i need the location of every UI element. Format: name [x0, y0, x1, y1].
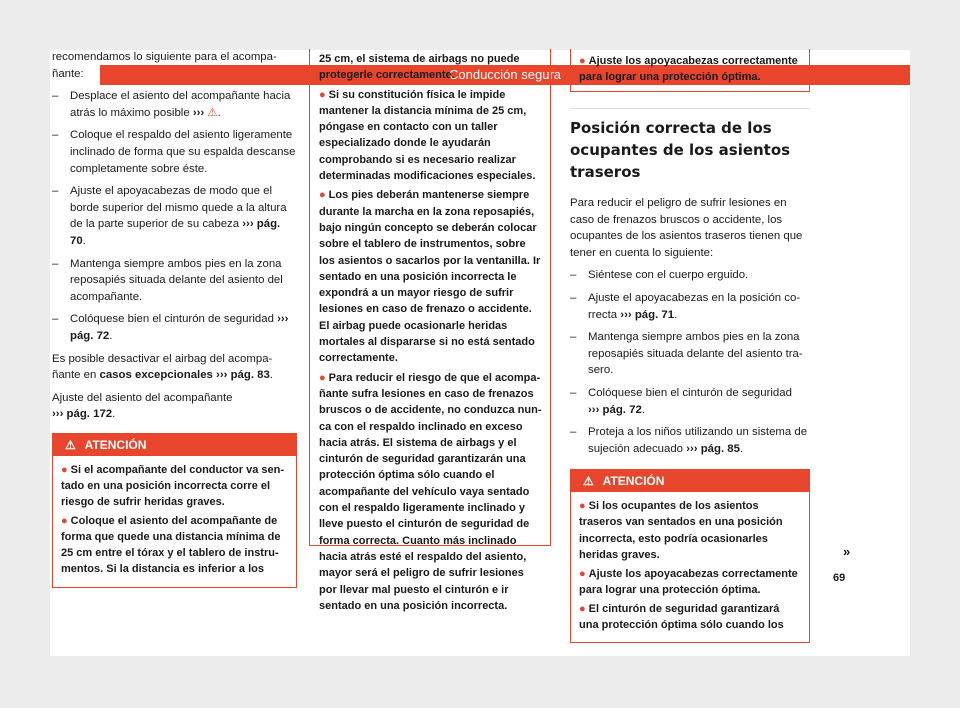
- page-reference[interactable]: ›››: [192, 106, 205, 119]
- bullet-dot-icon: ●: [579, 500, 586, 513]
- warning-box: [570, 469, 810, 643]
- list-item-text: Mantenga siempre ambos pies en la zona reposapiés situada delante del asiento trasero.: [588, 331, 803, 377]
- section-header: Conducción segura: [100, 65, 910, 85]
- list-item: [52, 183, 297, 249]
- list-item-text: Ajuste el apoyacabezas de modo que el borde superior del mismo quede a la altura de la parte superior de su cabeza: [70, 185, 287, 231]
- punctuation: .: [269, 369, 273, 382]
- dash-marker: –: [570, 269, 577, 282]
- warning-bullet: [319, 370, 542, 614]
- dash-marker: –: [52, 313, 59, 326]
- warning-text: Coloque el asiento del acompañante de forma que quede una distancia mínima de 25 cm entre el tórax y el tablero de instrumentos. Si la distancia es inferior a los: [61, 515, 281, 576]
- bullet-dot-icon: ●: [579, 567, 586, 580]
- bullet-dot-icon: ●: [579, 602, 586, 615]
- dash-marker: –: [52, 185, 59, 198]
- dash-marker: –: [52, 129, 59, 142]
- list-item-text: Proteja a los niños utilizando un sistema de sujeción adecuado: [588, 426, 808, 455]
- list-item: [570, 267, 810, 284]
- punctuation: .: [217, 106, 221, 119]
- warning-title: ATENCIÓN: [602, 474, 665, 489]
- list-item: [570, 329, 810, 379]
- intro-paragraph: Para reducir el peligro de sufrir lesiones en caso de frenazos bruscos o accidente, los ocupantes de los asientos traseros tienen que tener en cuenta lo siguiente:: [570, 197, 803, 259]
- warning-continuation-box: [309, 49, 551, 612]
- list-item-text: Colóquese bien el cinturón de seguridad: [70, 313, 274, 326]
- paragraph-text: Es posible desactivar el airbag del acompañante en: [52, 352, 273, 382]
- list-item-text: Mantenga siempre ambos pies en la zona reposapiés situada delante del asiento del acompañante.: [70, 257, 283, 303]
- list-item: [52, 256, 297, 306]
- warning-bullet: [579, 601, 801, 633]
- column-right: [570, 49, 810, 643]
- dash-marker: –: [570, 331, 577, 344]
- warning-bullet: [61, 513, 288, 577]
- list-item-text: Desplace el asiento del acompañante hacia atrás lo máximo posible: [70, 90, 291, 119]
- warning-header: [53, 434, 296, 456]
- paragraph: [52, 390, 297, 423]
- list-item-text: Ajuste el apoyacabezas en la posición correcta: [588, 291, 801, 321]
- warning-text: Para reducir el riesgo de que el acompañante sufra lesiones en caso de frenazos bruscos o de accidente, no conduzca nunca con el respaldo inclinado en exceso hacia atrás. El sistema de airbags y el cinturón de seguridad garantizarán una protección óptima sólo cuando el acompañante del vehículo vaya sentado con el respaldo ligeramente inclinado y lleve puesto el cinturón de seguridad de forma correcta. Cuanto más inclinado hacia atrás esté el respaldo del asiento, mayor será el peligro de sufrir lesiones por llevar mal puesto el cinturón e ir sentado en una posición incorrecta.: [319, 371, 542, 612]
- dash-marker: –: [52, 257, 59, 270]
- page-reference[interactable]: ››› pág. 85: [686, 442, 740, 455]
- list-item: [570, 290, 810, 323]
- paragraph-text: Ajuste del asiento del acompañante: [52, 391, 233, 404]
- warning-triangle-icon: ⚠: [583, 474, 594, 489]
- warning-bullet: [579, 498, 801, 562]
- bullet-dot-icon: ●: [319, 189, 326, 202]
- bullet-dot-icon: ●: [61, 463, 68, 476]
- warning-triangle-icon[interactable]: ⚠: [207, 106, 218, 119]
- bullet-dot-icon: ●: [61, 515, 68, 528]
- warning-text: Ajuste los apoyacabezas correctamente para lograr una protección óptima.: [579, 55, 798, 83]
- dash-marker: –: [570, 291, 577, 304]
- warning-text: Si los ocupantes de los asientos traseros van sentados en una posición incorrecta, esto podría ocasionarles heridas graves.: [579, 500, 783, 561]
- list-item-text: Siéntese con el cuerpo erguido.: [588, 269, 749, 282]
- warning-text: Ajuste los apoyacabezas correctamente para lograr una protección óptima.: [579, 567, 798, 596]
- bullet-dot-icon: ●: [319, 88, 326, 101]
- punctuation: .: [674, 308, 678, 321]
- paragraph: [52, 351, 297, 384]
- warning-title: ATENCIÓN: [84, 437, 147, 452]
- list-item: [570, 385, 810, 418]
- list-item-text: Coloque el respaldo del asiento ligeramente inclinado de forma que su espalda descanse completamente sobre éste.: [70, 129, 296, 175]
- warning-body: [571, 492, 809, 642]
- warning-bullet: [61, 462, 288, 510]
- warning-body: [53, 456, 296, 587]
- warning-text: Los pies deberán mantenerse siempre durante la marcha en la zona reposapiés, bajo ningún concepto se deberán colocar sobre el tablero de instrumentos, sobre los asientos o sacarlos por la ventanilla. Ir sentado en una posición incorrecta le expondrá a un mayor riesgo de sufrir lesiones en caso de frenazo o accidente. El airbag puede ocasionarle heridas mortales al dispararse si no está sentado correctamente.: [319, 189, 541, 365]
- list-item: [52, 88, 297, 121]
- warning-bullet: [579, 566, 801, 598]
- warning-text: Si el acompañante del conductor va sentado en una posición incorrecta corre el riesgo de sufrir heridas graves.: [61, 463, 284, 509]
- warning-header: [571, 470, 809, 492]
- list-item: [570, 424, 810, 457]
- dash-marker: –: [570, 386, 577, 399]
- page-reference[interactable]: ››› pág. 72: [588, 403, 642, 416]
- punctuation: .: [739, 442, 744, 455]
- page-reference[interactable]: casos excepcionales ››› pág. 83: [99, 369, 270, 382]
- dash-marker: –: [570, 426, 577, 439]
- warning-text: 25 cm, el sistema de airbags no puede protegerle correctamente.: [319, 53, 520, 82]
- bullet-dot-icon: ●: [579, 55, 586, 67]
- list-item-text: Colóquese bien el cinturón de seguridad: [588, 386, 792, 399]
- warning-text: Si su constitución física le impide mantener la distancia mínima de 25 cm, póngase en contacto con un taller especializado donde le ayudarán comprobando si es necesario realizar determinadas modificaciones especiales.: [319, 88, 536, 183]
- continue-arrow-icon: »: [843, 544, 851, 559]
- dash-marker: –: [52, 90, 59, 103]
- warning-triangle-icon: ⚠: [65, 437, 76, 452]
- bullet-dot-icon: ●: [319, 371, 326, 384]
- intro-paragraph: recomendamos lo siguiente para el acompañante:: [52, 51, 277, 80]
- page-number: 69: [833, 572, 846, 584]
- page-reference[interactable]: ››› pág. 72: [70, 313, 289, 342]
- page-reference[interactable]: ››› pág. 70: [70, 218, 281, 247]
- page-reference[interactable]: ››› pág. 172: [52, 408, 113, 421]
- warning-box: [52, 433, 297, 588]
- column-left: [52, 49, 297, 588]
- punctuation: .: [82, 234, 86, 247]
- page-reference[interactable]: ››› pág. 71: [620, 308, 675, 321]
- warning-bullet: [319, 87, 542, 185]
- list-item: [52, 311, 297, 344]
- warning-text: El cinturón de seguridad garantizará una protección óptima sólo cuando los: [579, 602, 784, 631]
- punctuation: .: [109, 329, 113, 342]
- warning-bullet: [319, 187, 542, 366]
- warning-continuation-box: [570, 49, 810, 92]
- section-title: Posición correcta de los ocupantes de los asientos traseros: [570, 108, 810, 183]
- punctuation: .: [112, 408, 116, 421]
- punctuation: .: [641, 403, 645, 416]
- list-item: [52, 127, 297, 177]
